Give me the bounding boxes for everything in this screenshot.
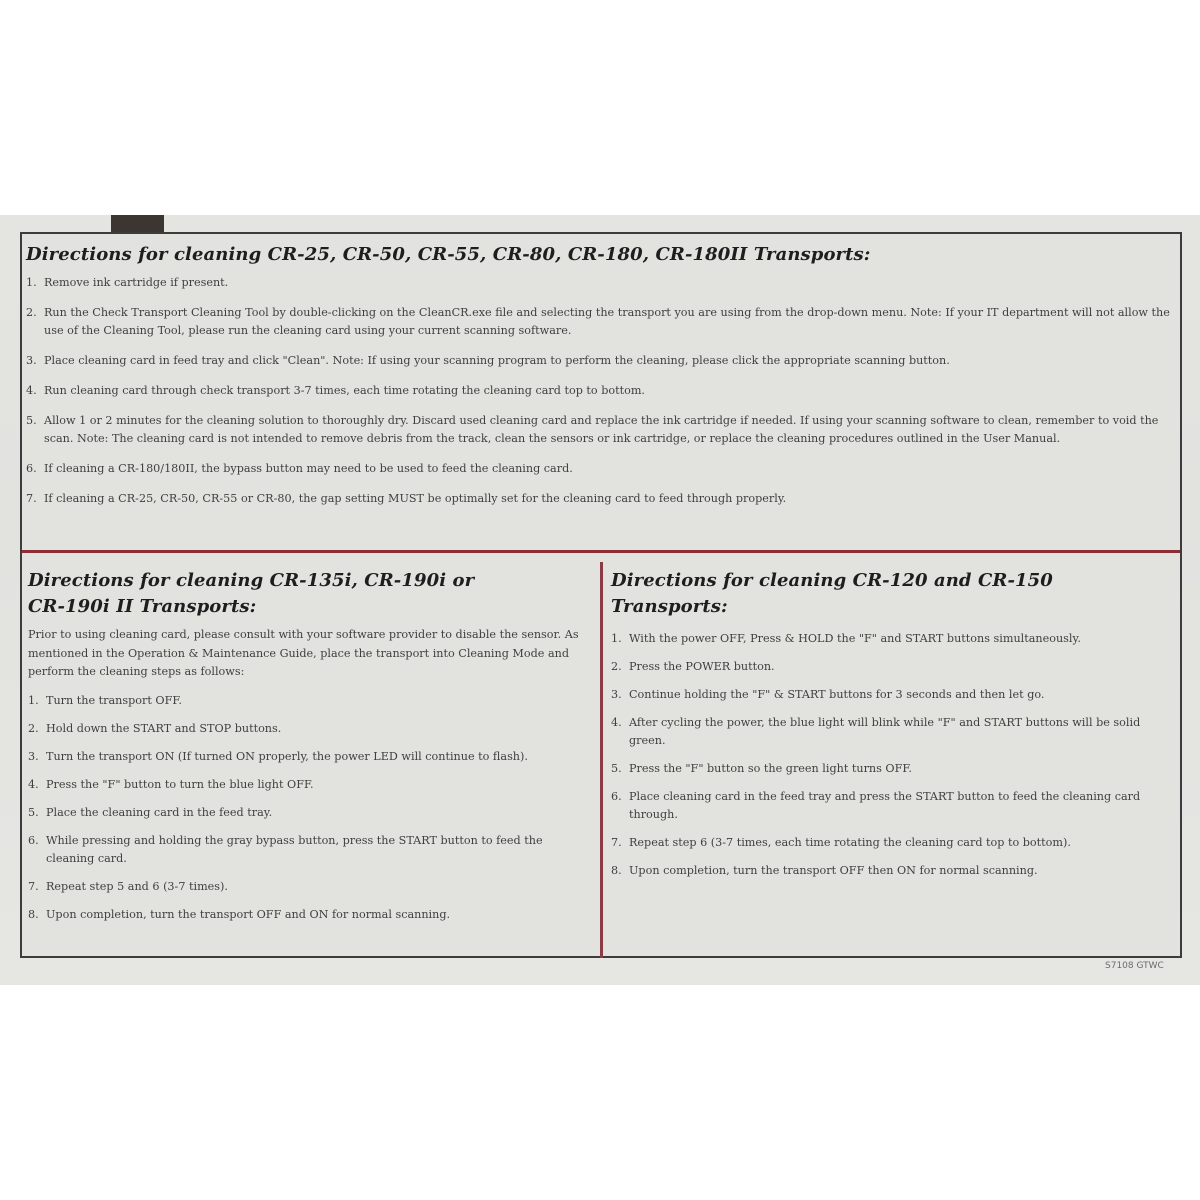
steps-list [28,692,588,924]
card-tab [111,215,164,232]
list-item: 6. Place cleaning card in the feed tray and press the START button to feed the cleaning card through. [611,790,1141,821]
vertical-divider [600,562,603,958]
list-item: 1. With the power OFF, Press & HOLD the "F" and START buttons simultaneously. [611,632,1081,645]
section-intro: Prior to using cleaning card, please consult with your software provider to disable the sensor. As mentioned in the Operation & Maintenance Guide, place the transport into Cleaning Mode and perform the cleaning steps as follows: [28,628,579,678]
steps-list [26,274,1172,508]
list-item: 8. Upon completion, turn the transport OFF and ON for normal scanning. [28,907,451,921]
list-item: 3. Continue holding the "F" & START buttons for 3 seconds and then let go. [611,688,1045,701]
list-item: 3. Turn the transport ON (If turned ON properly, the power LED will continue to flash). [28,749,528,763]
catalog-code: S7108 GTWC [1105,961,1164,971]
horizontal-divider [22,550,1180,553]
list-item: 5. Allow 1 or 2 minutes for the cleaning solution to thoroughly dry. Discard used cleaning card and replace the ink cartridge if needed. If using your scanning software to clean, remember to void the scan. Note: The cleaning card is not intended to remove debris from the track, clean the sensors or ink cartridge, or replace the cleaning procedures outlined in the User Manual. [26,414,1159,445]
list-item: 7. Repeat step 5 and 6 (3-7 times). [28,879,228,893]
list-item: 2. Press the POWER button. [611,660,775,673]
section-title: Directions for cleaning CR-120 and CR-150 Transports: [611,570,1053,617]
list-item: 6. If cleaning a CR-180/180II, the bypass button may need to be used to feed the cleaning card. [26,462,573,475]
list-item: 4. Press the "F" button to turn the blue light OFF. [28,777,314,791]
section-cr135i-cr190i [28,568,588,924]
list-item: 1. Turn the transport OFF. [28,693,182,707]
steps-list [611,630,1171,880]
list-item: 5. Place the cleaning card in the feed tray. [28,805,273,819]
list-item: 4. After cycling the power, the blue light will blink while "F" and START buttons will be solid green. [611,716,1141,747]
list-item: 3. Place cleaning card in feed tray and click "Clean". Note: If using your scanning program to perform the cleaning, please click the appropriate scanning button. [26,354,950,367]
instructions-frame [20,232,1182,958]
list-item: 2. Hold down the START and STOP buttons. [28,721,282,735]
list-item: 6. While pressing and holding the gray bypass button, press the START button to feed the cleaning card. [28,833,543,865]
list-item: 7. If cleaning a CR-25, CR-50, CR-55 or CR-80, the gap setting MUST be optimally set for the cleaning card to feed through properly. [26,492,787,505]
section-title: Directions for cleaning CR-25, CR-50, CR-55, CR-80, CR-180, CR-180II Transports: [26,244,871,265]
list-item: 2. Run the Check Transport Cleaning Tool by double-clicking on the CleanCR.exe file and selecting the transport you are using from the drop-down menu. Note: If your IT department will not allow the use of the Cleaning Tool, please run the cleaning card using your current scanning software. [26,306,1170,337]
section-cr120-cr150 [611,568,1171,880]
section-cr25-cr180 [26,242,1172,508]
section-title: Directions for cleaning CR-135i, CR-190i or CR-190i II Transports: [28,570,475,617]
list-item: 7. Repeat step 6 (3-7 times, each time rotating the cleaning card top to bottom). [611,836,1071,849]
list-item: 5. Press the "F" button so the green light turns OFF. [611,762,912,775]
list-item: 4. Run cleaning card through check transport 3-7 times, each time rotating the cleaning card top to bottom. [26,384,645,397]
list-item: 8. Upon completion, turn the transport OFF then ON for normal scanning. [611,864,1038,877]
list-item: 1. Remove ink cartridge if present. [26,276,229,289]
